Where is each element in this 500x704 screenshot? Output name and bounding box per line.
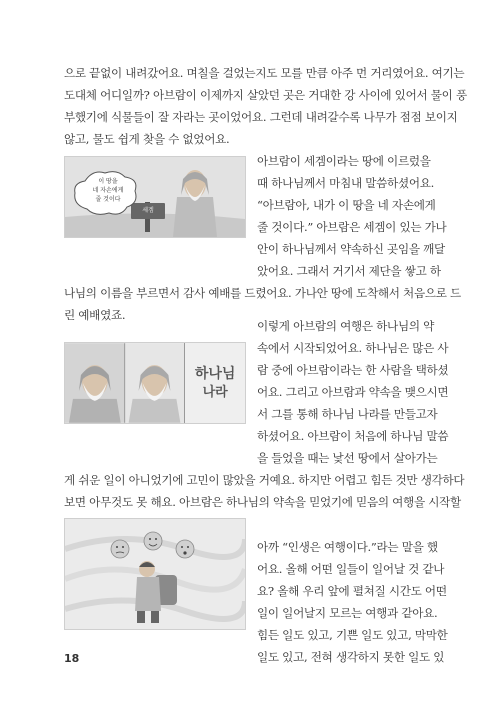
kingdom-title-panel: [184, 343, 245, 423]
paragraph-1-line-1: 으로 끝없이 내려갔어요. 며칠을 걸었는지도 모를 만큼 아주 먼 거리였어요. 여기는: [64, 66, 465, 80]
paragraph-2-line-4: 줄 것이다.” 아브람은 세겜이 있는 가나: [257, 220, 447, 234]
paragraph-1-line-3: 부했기에 식물들이 잘 자라는 곳이었어요. 그런데 내려갈수록 나무가 점점 보이지: [64, 110, 458, 124]
paragraph-2-line-7: 나님의 이름을 부르면서 감사 예배를 드렸어요. 가나안 땅에 도착해서 처음으로 드: [64, 286, 461, 300]
sign-text: 세겜: [142, 207, 154, 214]
paragraph-3-line-7: 을 들었을 때는 낯선 땅에서 살아가는: [257, 451, 438, 465]
paragraph-4-line-4: 일이 일어날지 모르는 여행과 같아요.: [257, 606, 438, 620]
paragraph-3-line-8: 게 쉬운 일이 아니었기에 고민이 많았을 거예요. 하지만 어렵고 힘든 것만 생각하다: [64, 473, 465, 487]
paragraph-3-line-2: 속에서 시작되었어요. 하나님은 많은 사: [257, 341, 449, 355]
paragraph-2-line-2: 때 하나님께서 마침내 말씀하셨어요.: [257, 176, 435, 190]
illustration-traveler: [64, 518, 246, 630]
paragraph-1-line-2: 도대체 어디일까? 아브람이 이제까지 살았던 곳은 거대한 강 사이에 있어서 물이 풍: [64, 88, 467, 102]
kingdom-title-top: 하나님: [194, 366, 236, 382]
paragraph-2-line-8: 린 예배였죠.: [64, 308, 126, 322]
bubble-line-3: 줄 것이다: [95, 196, 121, 203]
emoji-happy-icon: [144, 532, 162, 550]
emoji-surprised-icon: [176, 540, 194, 558]
bubble-line-2: 네 자손에게: [92, 187, 124, 194]
page-number: 18: [64, 652, 80, 665]
paragraph-2-line-1: 아브람이 세겜이라는 땅에 이르렀을: [257, 154, 431, 168]
paragraph-3-line-1: 이렇게 아브람의 여행은 하나님의 약: [257, 319, 435, 333]
paragraph-4-line-3: 요? 올해 우리 앞에 펼쳐질 시간도 어떤: [257, 584, 447, 598]
paragraph-3-line-4: 어요. 그리고 아브람과 약속을 맺으시면: [257, 385, 449, 399]
traveler-drawing: [65, 519, 245, 629]
paragraph-4-line-1: 아까 “인생은 여행이다.”라는 말을 했: [257, 540, 438, 554]
paragraph-2-line-5: 안이 하나님께서 약속하신 곳임을 깨달: [257, 242, 445, 256]
kingdom-title-bottom: 나라: [202, 385, 228, 400]
paragraph-2-line-6: 았어요. 그래서 거기서 제단을 쌓고 하: [257, 264, 441, 278]
illustration-abram-shechem: [64, 156, 246, 238]
abram-portraits-drawing: [65, 343, 184, 423]
paragraph-3-line-9: 보면 아무것도 못 해요. 아브람은 하나님의 약속을 믿었기에 믿음의 여행을 시작할: [64, 495, 461, 509]
paragraph-4-line-5: 힘든 일도 있고, 기쁜 일도 있고, 막막한: [257, 628, 448, 642]
paragraph-3-line-5: 서 그를 통해 하나님 나라를 만들고자: [257, 407, 438, 421]
emoji-worried-icon: [111, 540, 129, 558]
bubble-line-1: 이 땅을: [98, 178, 118, 185]
paragraph-2-line-3: “아브람아, 내가 이 땅을 네 자손에게: [257, 198, 436, 212]
paragraph-1-line-4: 않고, 물도 쉽게 찾을 수 없었어요.: [64, 132, 230, 146]
paragraph-4-line-6: 일도 있고, 전혀 생각하지 못한 일도 있: [257, 650, 445, 664]
illustration-kingdom-of-god: [64, 342, 246, 424]
paragraph-3-line-6: 하셨어요. 아브람이 처음에 하나님 말씀: [257, 429, 449, 443]
paragraph-3-line-3: 람 중에 아브람이라는 한 사람을 택하셨: [257, 363, 449, 377]
paragraph-4-line-2: 어요. 올해 어떤 일들이 일어날 것 같나: [257, 562, 445, 576]
